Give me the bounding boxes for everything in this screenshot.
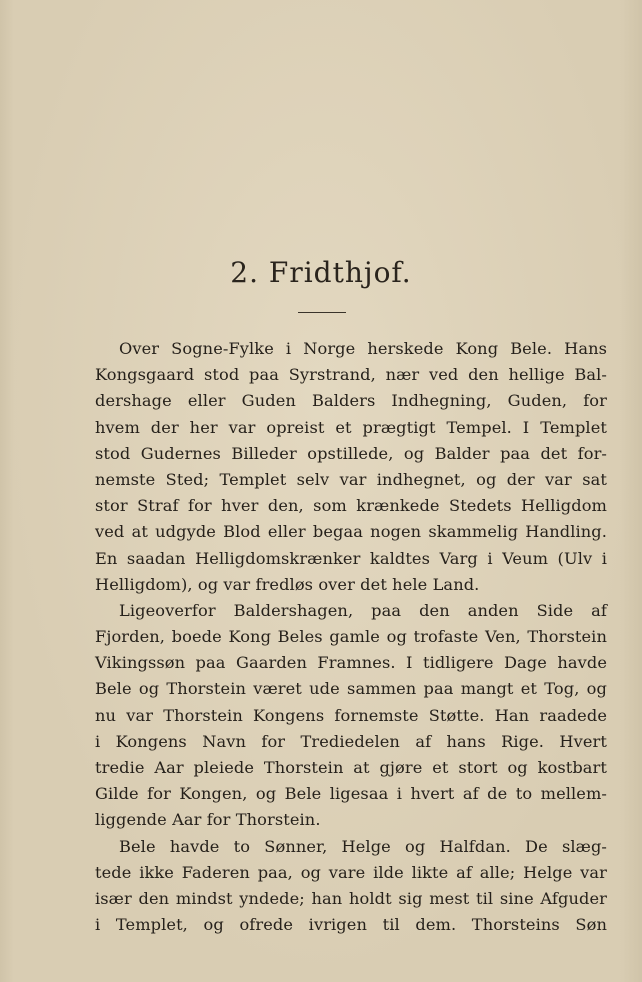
text-line: Ligeoverfor Baldershagen, paa den anden Side af (119, 600, 607, 620)
body-text (95, 336, 607, 938)
chapter-title: 2. Fridthjof. (230, 256, 412, 289)
text-line: Vikingssøn paa Gaarden Framnes. I tidligere Dage havde (95, 653, 607, 673)
paragraph-3 (95, 834, 607, 939)
paragraph-1 (95, 336, 607, 598)
text-line: især den mindst yndede; han holdt sig mest til sine Afguder (95, 888, 607, 908)
text-line: Helligdom), og var fredløs over det hele Land. (95, 574, 480, 594)
text-line: Bele og Thorstein været ude sammen paa mangt et Tog, og (95, 679, 607, 699)
text-line: Over Sogne-Fylke i Norge herskede Kong Bele. Hans (119, 339, 607, 358)
text-line: Gilde for Kongen, og Bele ligesaa i hvert af de to mellem- (95, 784, 607, 804)
text-line: nemste Sted; Templet selv var indhegnet, og der var sat (95, 469, 607, 489)
text-line: tredie Aar pleiede Thorstein at gjøre et stort og kostbart (95, 758, 607, 777)
text-line: En saadan Helligdomskrænker kaldtes Varg i Veum (Ulv i (95, 548, 607, 568)
text-line: dershage eller Guden Balders Indhegning, Guden, for (95, 391, 607, 411)
title-divider (298, 312, 346, 313)
text-line: liggende Aar for Thorstein. (95, 810, 321, 830)
text-line: tede ikke Faderen paa, og vare ilde likte af alle; Helge var (95, 862, 607, 882)
paragraph-2 (95, 598, 607, 834)
text-line: Fjorden, boede Kong Beles gamle og trofaste Ven, Thorstein (95, 627, 607, 647)
text-line: i Kongens Navn for Trediedelen af hans Rige. Hvert (95, 731, 607, 751)
text-line: hvem der her var opreist et prægtigt Tempel. I Templet (95, 417, 607, 437)
text-line: stod Gudernes Billeder opstillede, og Balder paa det for- (95, 443, 607, 463)
text-line: stor Straf for hver den, som krænkede Stedets Helligdom (95, 496, 607, 516)
text-line: ved at udgyde Blod eller begaa nogen skammelig Handling. (95, 522, 607, 542)
text-line: Bele havde to Sønner, Helge og Halfdan. De slæg- (119, 836, 607, 856)
text-line: i Templet, og ofrede ivrigen til dem. Thorsteins Søn (95, 915, 607, 935)
text-line: Kongsgaard stod paa Syrstrand, nær ved den hellige Bal- (95, 365, 607, 385)
text-line: nu var Thorstein Kongens fornemste Støtte. Han raadede (95, 705, 607, 725)
